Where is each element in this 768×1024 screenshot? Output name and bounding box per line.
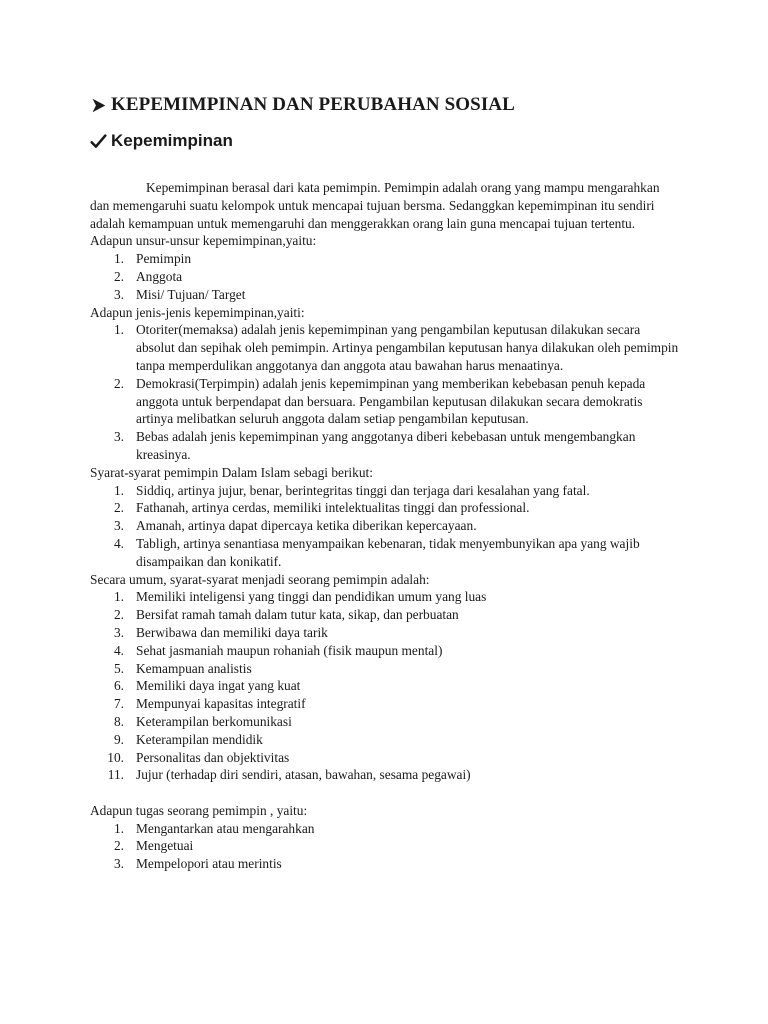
section-intro-general-requirements: Secara umum, syarat-syarat menjadi seorang pemimpin adalah: [90,571,430,587]
main-heading-text: KEPEMIMPINAN DAN PERUBAHAN SOSIAL [111,94,515,115]
list-item: 3. Berwibawa dan memiliki daya tarik [113,624,328,640]
sub-heading-text: Kepemimpinan [111,131,233,150]
list-item: 3. Mempelopori atau merintis [113,856,282,872]
list-item: 1. Otoriter(memaksa) adalah jenis kepemimpinan yang pengambilan keputusan dilakukan secara absolut dan sepihak oleh pemimpin. Artinya pengambilan keputusan hanya dilakukan oleh pemimpin tanpa memperdulikan anggotanya dan anggota atau bawahan harus menaatinya. [113,322,679,373]
list-item: 6. Memiliki daya ingat yang kuat [113,678,301,694]
list-item: 1. Memiliki inteligensi yang tinggi dan pendidikan umum yang luas [113,589,487,605]
document-body [90,179,680,873]
blank-line [90,784,680,802]
list-item: 2. Anggota [113,268,183,284]
list-item: 1. Mengantarkan atau mengarahkan [113,820,315,836]
checkmark-bullet-icon [90,133,107,150]
list-item: 5. Kemampuan analistis [113,660,252,676]
types-list [90,321,680,463]
section-intro-elements: Adapun unsur-unsur kepemimpinan,yaitu: [90,233,317,249]
list-item: 3. Misi/ Tujuan/ Target [113,286,246,302]
sub-heading [90,131,233,151]
list-item: 3. Amanah, artinya dapat dipercaya ketika diberikan kepercayaan. [113,518,477,534]
arrowhead-bullet-icon [90,97,107,114]
list-item: 2. Bersifat ramah tamah dalam tutur kata, sikap, dan perbuatan [113,607,459,623]
list-item: 3. Bebas adalah jenis kepemimpinan yang anggotanya diberi kebebasan untuk mengembangkan kreasinya. [113,429,636,462]
list-item: 4. Tabligh, artinya senantiasa menyampaikan kebenaran, tidak menyembunyikan apa yang wajib disampaikan dan konikatif. [113,535,640,569]
list-item: 8. Keterampilan berkomunikasi [113,713,292,729]
leader-duties-list [90,820,680,873]
list-item: 11. Jujur (terhadap diri sendiri, atasan, bawahan, sesama pegawai) [107,767,471,783]
list-item: 1. Pemimpin [113,251,192,267]
elements-list [90,250,680,303]
section-intro-types: Adapun jenis-jenis kepemimpinan,yaiti: [90,304,305,320]
list-item: 9. Keterampilan mendidik [113,731,263,747]
section-intro-islam-requirements: Syarat-syarat pemimpin Dalam Islam sebagi berikut: [90,464,373,480]
list-item: 4. Sehat jasmaniah maupun rohaniah (fisik maupun mental) [113,642,443,658]
intro-paragraph: Kepemimpinan berasal dari kata pemimpin. Pemimpin adalah orang yang mampu mengarahkan dan memengaruhi suatu kelompok untuk mencapai tujuan bersma. Sedanggkan kepemimpinan itu sendiri adalah kemampuan untuk memengaruhi dan menggerakkan orang lain guna mencapai tujuan tertentu. [90,180,660,231]
general-requirements-list [90,588,680,784]
list-item: 1. Siddiq, artinya jujur, benar, berintegritas tinggi dan terjaga dari kesalahan yang fatal. [113,482,590,498]
list-item: 7. Mempunyai kapasitas integratif [113,696,306,712]
section-intro-leader-duties: Adapun tugas seorang pemimpin , yaitu: [90,802,308,818]
islam-requirements-list [90,482,680,571]
list-item: 2. Demokrasi(Terpimpin) adalah jenis kepemimpinan yang memberikan kebebasan penuh kepada anggota untuk berpendapat dan bersuara. Pengambilan keputusan dilakukan secara demokratis artinya melibatkan seluruh anggota dalam setiap pengambilan keputusan. [113,375,646,427]
list-item: 2. Fathanah, artinya cerdas, memiliki intelektualitas tinggi dan professional. [113,500,530,516]
list-item: 10. Personalitas dan objektivitas [107,749,290,765]
list-item: 2. Mengetuai [113,838,194,854]
main-heading [90,94,515,116]
